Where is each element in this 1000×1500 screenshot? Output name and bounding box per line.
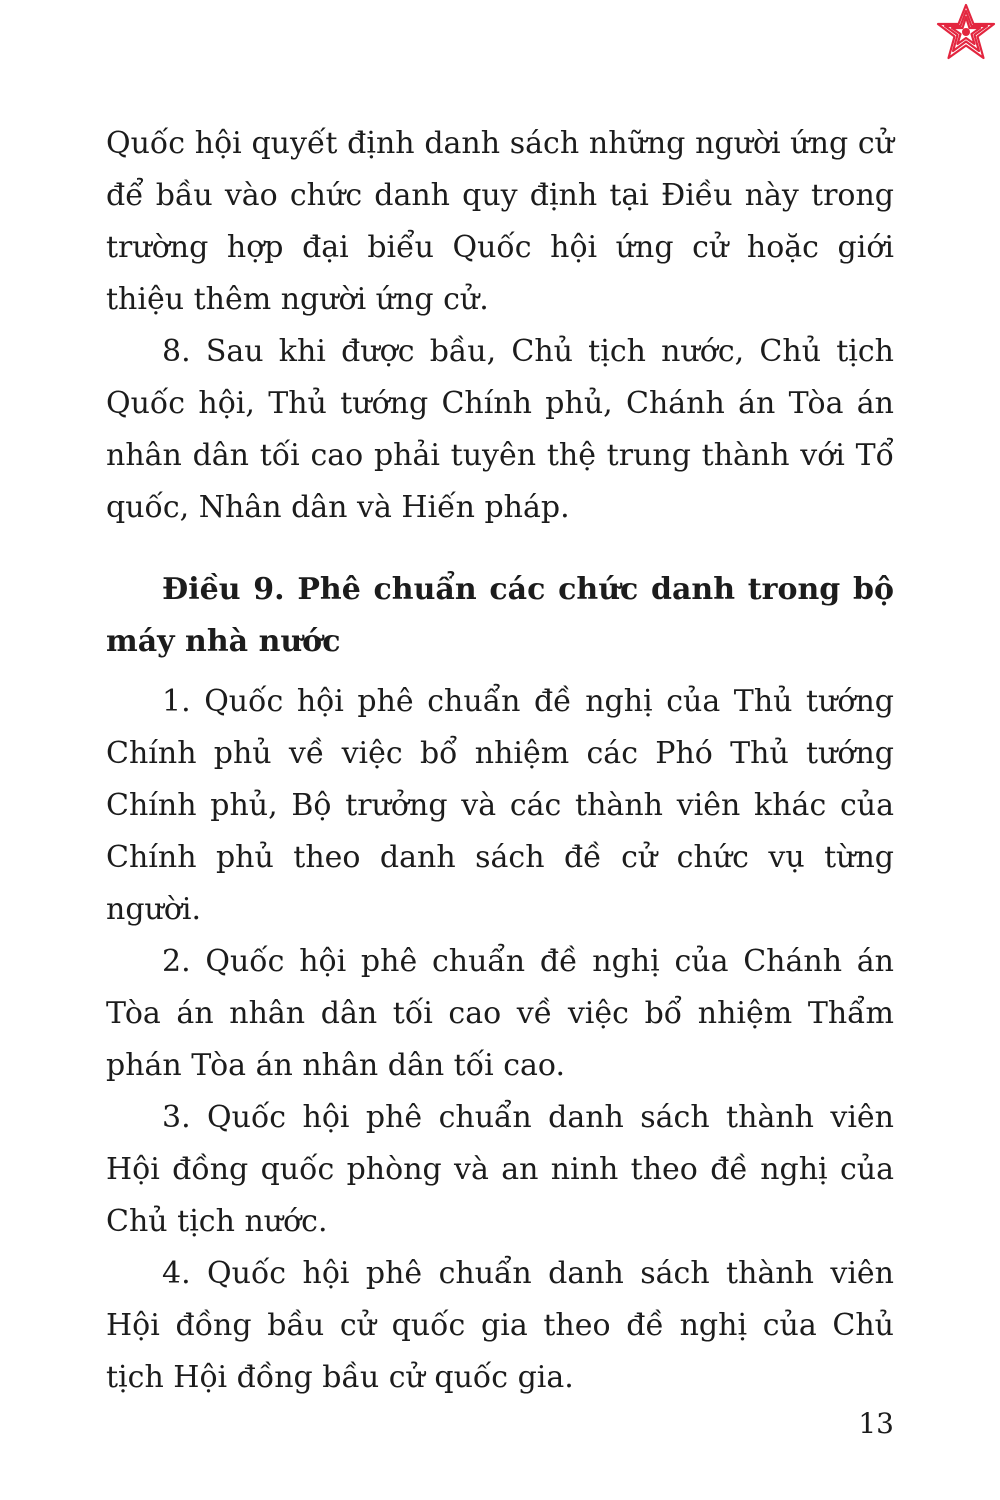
paragraph-clause-1: 1. Quốc hội phê chuẩn đề nghị của Thủ tướng Chính phủ về việc bổ nhiệm các Phó Thủ tướng Chính phủ, Bộ trưởng và các thành viên khác của Chính phủ theo danh sách đề cử chức vụ từng người. (106, 684, 894, 927)
paragraph-continuation: Quốc hội quyết định danh sách những người ứng cử để bầu vào chức danh quy định tại Điều này trong trường hợp đại biểu Quốc hội ứng cử hoặc giới thiệu thêm người ứng cử. (106, 126, 894, 317)
paragraph-clause-4: 4. Quốc hội phê chuẩn danh sách thành viên Hội đồng bầu cử quốc gia theo đề nghị của Chủ tịch Hội đồng bầu cử quốc gia. (106, 1256, 894, 1395)
star-emblem-logo (934, 2, 998, 64)
page-body (106, 118, 894, 1404)
paragraph-clause-2: 2. Quốc hội phê chuẩn đề nghị của Chánh án Tòa án nhân dân tối cao về việc bổ nhiệm Thẩm phán Tòa án nhân dân tối cao. (106, 944, 894, 1083)
paragraph-clause-3: 3. Quốc hội phê chuẩn danh sách thành viên Hội đồng quốc phòng và an ninh theo đề nghị của Chủ tịch nước. (106, 1100, 894, 1239)
article-9-heading: Điều 9. Phê chuẩn các chức danh trong bộ máy nhà nước (106, 572, 894, 659)
page-number: 13 (858, 1407, 894, 1440)
paragraph-clause-8: 8. Sau khi được bầu, Chủ tịch nước, Chủ tịch Quốc hội, Thủ tướng Chính phủ, Chánh án Tòa án nhân dân tối cao phải tuyên thệ trung thành với Tổ quốc, Nhân dân và Hiến pháp. (106, 334, 894, 525)
